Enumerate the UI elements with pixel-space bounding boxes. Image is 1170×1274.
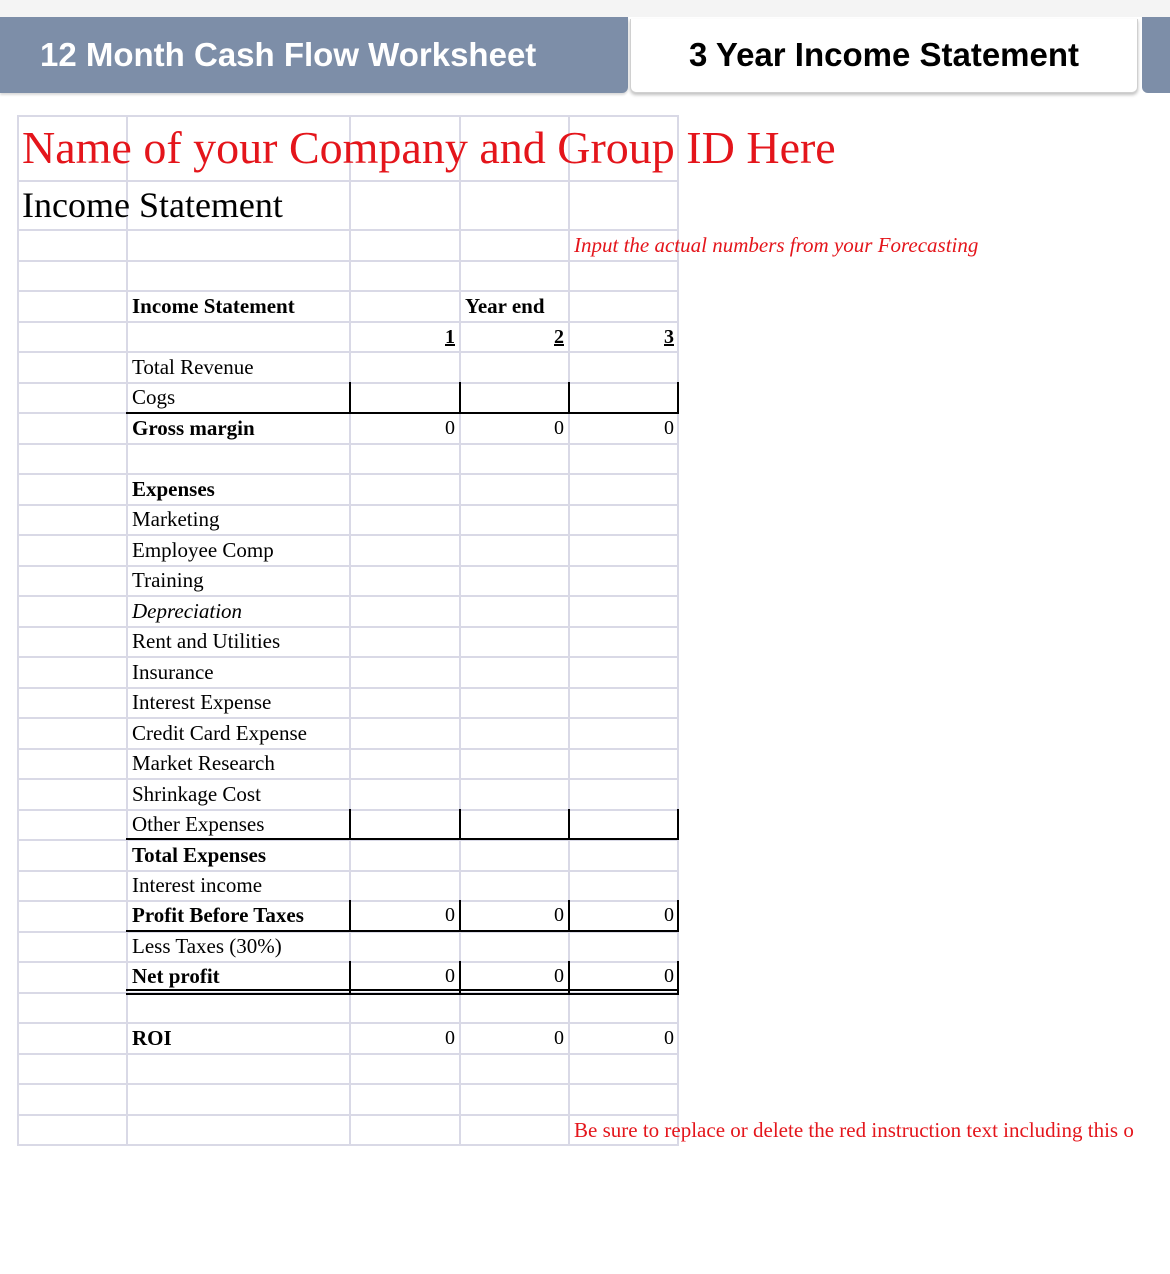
roi-year-1[interactable]: 0	[445, 1027, 455, 1049]
expense-row-label[interactable]: Marketing	[132, 507, 220, 531]
cell-border	[677, 900, 679, 930]
gridline	[17, 443, 679, 445]
expense-row-label[interactable]: Other Expenses	[132, 812, 265, 836]
gridline	[17, 809, 679, 811]
cell-border	[677, 809, 679, 839]
gridline	[17, 1053, 679, 1055]
company-title[interactable]: Name of your Company and Group ID Here	[22, 122, 836, 173]
year-1-header[interactable]: 1	[445, 326, 455, 348]
footer-instruction-text[interactable]: Be sure to replace or delete the red instruction text including this o	[574, 1118, 1134, 1142]
profit-before-taxes-year-1[interactable]: 0	[445, 904, 455, 926]
cell-border	[459, 809, 461, 839]
profit-before-taxes-label[interactable]: Profit Before Taxes	[132, 903, 304, 927]
net-profit-year-2[interactable]: 0	[554, 965, 564, 987]
year-3-header[interactable]: 3	[664, 326, 674, 348]
sheet-subtitle[interactable]: Income Statement	[22, 185, 283, 225]
gridline	[17, 115, 679, 117]
gridline	[17, 290, 679, 292]
roi-label[interactable]: ROI	[132, 1026, 172, 1050]
gridline	[17, 504, 679, 506]
net-profit-year-1[interactable]: 0	[445, 965, 455, 987]
cell-border	[349, 382, 351, 412]
roi-year-2[interactable]: 0	[554, 1027, 564, 1049]
cell-border	[677, 382, 679, 412]
gridline	[17, 115, 19, 1146]
gridline	[17, 717, 679, 719]
expense-row-label[interactable]: Insurance	[132, 660, 214, 684]
gross-margin-year-1[interactable]: 0	[445, 417, 455, 439]
expense-row-label[interactable]: Employee Comp	[132, 538, 274, 562]
gridline	[17, 180, 679, 182]
gridline	[17, 260, 679, 262]
less-taxes-label[interactable]: Less Taxes (30%)	[132, 934, 282, 958]
year-end-header[interactable]: Year end	[465, 294, 545, 318]
gridline	[126, 115, 128, 1146]
year-2-header[interactable]: 2	[554, 326, 564, 348]
cell-border	[126, 993, 679, 995]
gridline	[17, 870, 679, 872]
net-profit-year-3[interactable]: 0	[664, 965, 674, 987]
cell-border	[568, 809, 570, 839]
instruction-text[interactable]: Input the actual numbers from your Forecasting	[574, 233, 979, 257]
gridline	[17, 656, 679, 658]
cogs-label[interactable]: Cogs	[132, 385, 176, 409]
gridline	[17, 565, 679, 567]
expense-row-label[interactable]: Training	[132, 568, 204, 592]
interest-income-label[interactable]: Interest income	[132, 873, 263, 897]
gridline	[17, 778, 679, 780]
gross-margin-year-2[interactable]: 0	[554, 417, 564, 439]
tab-cash-flow-worksheet[interactable]: 12 Month Cash Flow Worksheet	[0, 17, 628, 93]
cell-border	[568, 382, 570, 412]
gridline	[17, 595, 679, 597]
gridline	[17, 687, 679, 689]
expense-row-label[interactable]: Depreciation	[132, 599, 243, 623]
profit-before-taxes-year-3[interactable]: 0	[664, 904, 674, 926]
roi-year-3[interactable]: 0	[664, 1027, 674, 1049]
expense-row-label[interactable]: Interest Expense	[132, 690, 272, 714]
income-statement-header[interactable]: Income Statement	[132, 294, 295, 318]
gridline	[17, 626, 679, 628]
expense-row-label[interactable]: Rent and Utilities	[132, 629, 281, 653]
total-revenue-label[interactable]: Total Revenue	[132, 355, 254, 379]
profit-before-taxes-year-2[interactable]: 0	[554, 904, 564, 926]
total-expenses-label[interactable]: Total Expenses	[132, 843, 267, 867]
gross-margin-year-3[interactable]: 0	[664, 417, 674, 439]
gridline	[17, 748, 679, 750]
expense-row-label[interactable]: Shrinkage Cost	[132, 782, 261, 806]
expenses-heading[interactable]: Expenses	[132, 477, 215, 501]
net-profit-label[interactable]: Net profit	[132, 964, 220, 988]
cell-border	[459, 382, 461, 412]
gridline	[17, 382, 679, 384]
cell-border	[349, 809, 351, 839]
tab-income-statement[interactable]: 3 Year Income Statement	[630, 19, 1138, 93]
gridline	[17, 473, 679, 475]
gridline	[17, 1083, 679, 1085]
expense-row-label[interactable]: Market Research	[132, 751, 275, 775]
gridline	[17, 534, 679, 536]
gross-margin-label[interactable]: Gross margin	[132, 416, 255, 440]
expense-row-label[interactable]: Credit Card Expense	[132, 721, 307, 745]
